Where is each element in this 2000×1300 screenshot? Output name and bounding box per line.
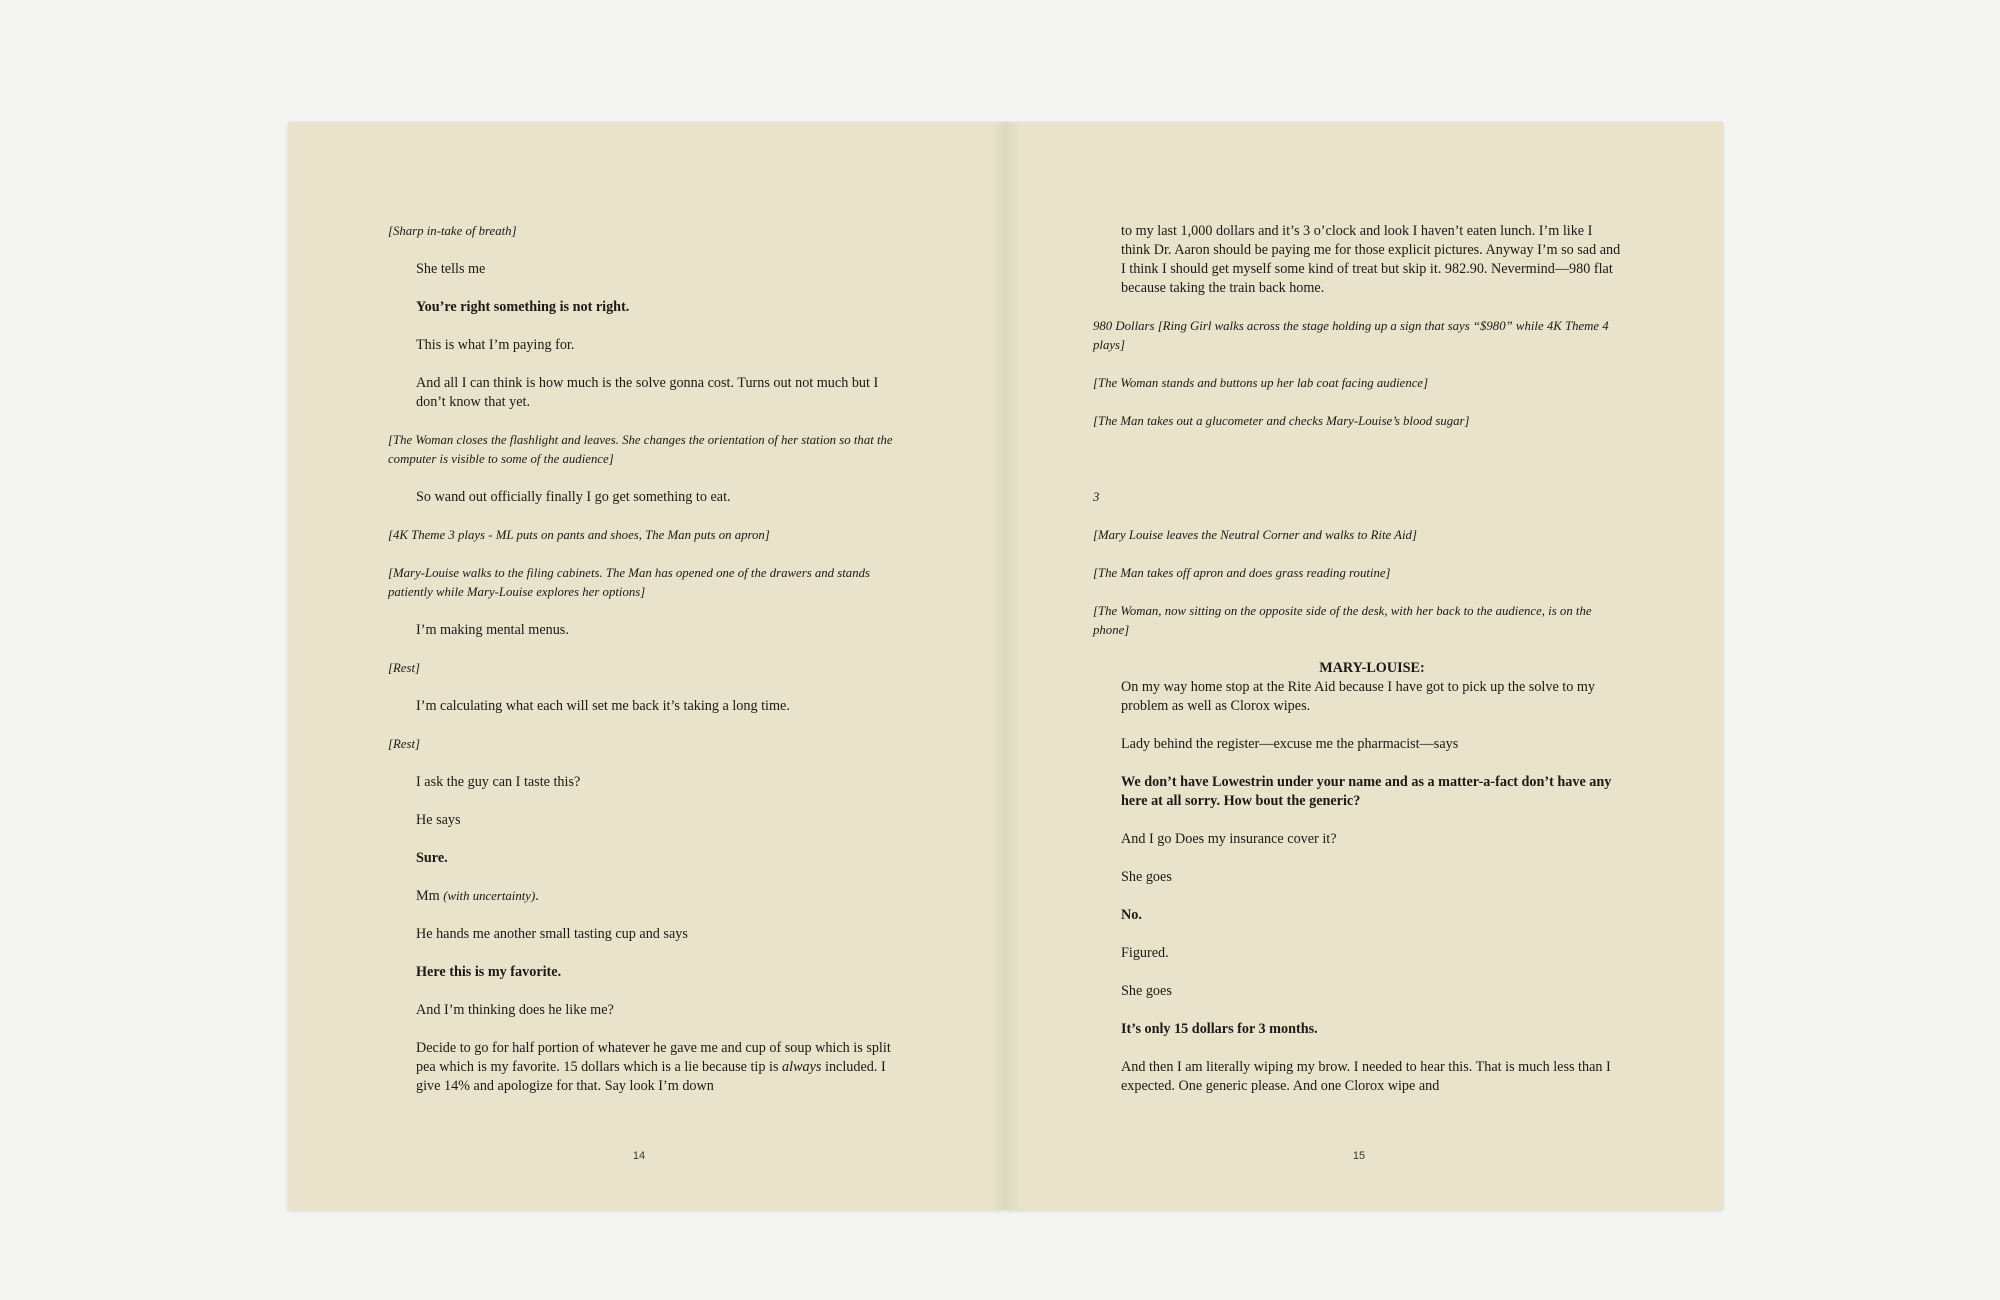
dialogue-line: And I’m thinking does he like me? — [416, 1002, 614, 1018]
emphasis: always — [782, 1059, 822, 1075]
gutter-shadow — [992, 122, 1006, 1210]
page-number: 15 — [1352, 1150, 1366, 1162]
book-spread — [288, 122, 1723, 1210]
dialogue-line: And then I am literally wiping my brow. I needed to hear this. That is much less than I expected. One generic please. And one Clorox wipe and — [1121, 1059, 1611, 1094]
stage-direction: [Rest] — [388, 737, 420, 751]
dialogue-line: Figured. — [1121, 945, 1169, 961]
right-page-text — [1093, 222, 1623, 1115]
dialogue-text: included. I give 14% and apologize for that. Say look I’m down — [416, 1059, 886, 1094]
stage-direction: [4K Theme 3 plays - ML puts on pants and shoes, The Man puts on apron] — [388, 528, 770, 542]
dialogue-line: She goes — [1121, 869, 1172, 885]
quoted-line: It’s only 15 dollars for 3 months. — [1121, 1021, 1318, 1037]
character-name: MARY-LOUISE: — [1319, 660, 1425, 676]
dialogue-text: Decide to go for half portion of whatever he gave me and cup of soup which is split pea which is my favorite. 15 dollars which is a lie because tip is — [416, 1040, 891, 1075]
dialogue-line: to my last 1,000 dollars and it’s 3 o’clock and look I haven’t eaten lunch. I’m like I think Dr. Aaron should be paying me for those explicit pictures. Anyway I’m so sad and I think I should get myself some kind of treat but skip it. 982.90. Nevermind—980 flat because taking the train back home. — [1121, 223, 1621, 296]
left-page-text — [388, 222, 908, 1115]
dialogue-line — [388, 1039, 908, 1096]
stage-direction: [Sharp in-take of breath] — [388, 224, 517, 238]
left-page — [288, 122, 1006, 1210]
dialogue-line: And all I can think is how much is the solve gonna cost. Turns out not much but I don’t know that yet. — [416, 375, 879, 410]
dialogue-line: Lady behind the register—excuse me the pharmacist—says — [1121, 736, 1459, 752]
stage-direction: [The Man takes out a glucometer and checks Mary-Louise’s blood sugar] — [1093, 414, 1470, 428]
dialogue-line: I’m making mental menus. — [416, 622, 569, 638]
dialogue-line: I ask the guy can I taste this? — [416, 774, 581, 790]
dialogue-text: . — [535, 888, 539, 904]
gutter-shadow — [1005, 122, 1019, 1210]
stage-direction: [Mary Louise leaves the Neutral Corner and walks to Rite Aid] — [1093, 528, 1417, 542]
dialogue-line: He says — [416, 812, 461, 828]
dialogue-line: So wand out officially finally I go get something to eat. — [416, 489, 731, 505]
dialogue-line: On my way home stop at the Rite Aid because I have got to pick up the solve to my problem as well as Clorox wipes. — [1121, 679, 1596, 714]
stage-direction: 980 Dollars [Ring Girl walks across the stage holding up a sign that says “$980” while 4K Theme 4 plays] — [1093, 319, 1609, 352]
dialogue-line: I’m calculating what each will set me back it’s taking a long time. — [416, 698, 790, 714]
stage-direction: [The Woman, now sitting on the opposite side of the desk, with her back to the audience, is on the phone] — [1093, 604, 1592, 637]
dialogue-line: And I go Does my insurance cover it? — [1121, 831, 1337, 847]
parenthetical: (with uncertainty) — [443, 889, 536, 903]
dialogue-line: She goes — [1121, 983, 1172, 999]
scene-number: 3 — [1093, 490, 1100, 504]
right-page — [1005, 122, 1723, 1210]
dialogue-text: Mm — [416, 888, 444, 904]
dialogue-line: He hands me another small tasting cup and says — [416, 926, 688, 942]
section-spacer — [1093, 450, 1623, 488]
quoted-line: You’re right something is not right. — [416, 299, 630, 315]
stage-direction: [Mary-Louise walks to the filing cabinets. The Man has opened one of the drawers and stands patiently while Mary-Louise explores her options] — [388, 566, 870, 599]
quoted-line: Sure. — [416, 850, 448, 866]
stage-direction: [Rest] — [388, 661, 420, 675]
stage-direction: [The Woman stands and buttons up her lab coat facing audience] — [1093, 376, 1429, 390]
quoted-line: Here this is my favorite. — [416, 964, 562, 980]
quoted-line: We don’t have Lowestrin under your name and as a matter-a-fact don’t have any here at all sorry. How bout the generic? — [1121, 774, 1612, 809]
page-number: 14 — [632, 1150, 646, 1162]
stage-direction: [The Woman closes the flashlight and leaves. She changes the orientation of her station so that the computer is visible to some of the audience] — [388, 433, 893, 466]
dialogue-line — [388, 887, 908, 906]
quoted-line: No. — [1121, 907, 1142, 923]
dialogue-line: She tells me — [416, 261, 486, 277]
stage-direction: [The Man takes off apron and does grass reading routine] — [1093, 566, 1391, 580]
dialogue-line: This is what I’m paying for. — [416, 337, 575, 353]
